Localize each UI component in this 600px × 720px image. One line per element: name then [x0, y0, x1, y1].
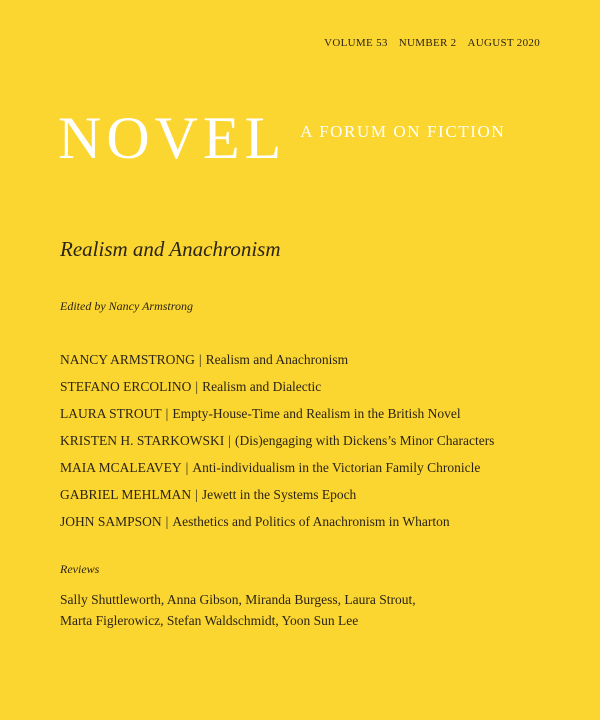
contents-item — [60, 481, 494, 508]
journal-title: NOVEL — [58, 105, 287, 171]
contents-title: Empty-House-Time and Realism in the British Novel — [172, 406, 461, 421]
contents-item — [60, 427, 494, 454]
contents-separator: | — [165, 406, 169, 421]
contents-author: MAIA MCALEAVEY — [60, 460, 182, 475]
contents-title: Realism and Anachronism — [205, 352, 349, 367]
contents-separator: | — [198, 352, 202, 367]
issue-info — [324, 37, 540, 49]
contents-author: LAURA STROUT — [60, 406, 162, 421]
masthead — [58, 105, 506, 171]
reviews-line: Marta Figlerowicz, Stefan Waldschmidt, Yoon Sun Lee — [60, 613, 359, 628]
issue-date: AUGUST 2020 — [467, 37, 540, 49]
journal-subtitle: A FORUM ON FICTION — [300, 122, 506, 141]
contents-title: Aesthetics and Politics of Anachronism in Wharton — [172, 514, 450, 529]
contents-separator: | — [185, 460, 189, 475]
contents-author: GABRIEL MEHLMAN — [60, 487, 192, 502]
contents-title: Anti-individualism in the Victorian Family Chronicle — [192, 460, 481, 475]
contents-separator: | — [195, 487, 198, 502]
editor-credit: Edited by Nancy Armstrong — [60, 299, 193, 313]
contents-title: Jewett in the Systems Epoch — [201, 487, 357, 502]
contents-title: Realism and Dialectic — [202, 379, 322, 394]
contents-separator: | — [228, 433, 231, 448]
issue-title: Realism and Anachronism — [60, 237, 281, 261]
contents-item — [60, 400, 494, 427]
issue-volume: VOLUME 53 — [324, 37, 388, 49]
reviews-list — [60, 589, 416, 631]
contents-author: STEFANO ERCOLINO — [60, 379, 192, 394]
contents-item — [60, 373, 494, 400]
contents-item — [60, 454, 494, 481]
reviews-line: Sally Shuttleworth, Anna Gibson, Miranda Burgess, Laura Strout, — [60, 592, 416, 607]
contents-author: NANCY ARMSTRONG — [60, 352, 195, 367]
issue-number: NUMBER 2 — [398, 37, 457, 49]
contents-separator: | — [195, 379, 199, 394]
contents-author: JOHN SAMPSON — [60, 514, 162, 529]
table-of-contents — [60, 346, 494, 535]
contents-author: KRISTEN H. STARKOWSKI — [60, 433, 225, 448]
contents-separator: | — [165, 514, 169, 529]
contents-item — [60, 346, 494, 373]
reviews-heading: Reviews — [60, 562, 100, 576]
contents-title: (Dis)engaging with Dickens’s Minor Characters — [235, 433, 495, 448]
contents-item — [60, 508, 494, 535]
